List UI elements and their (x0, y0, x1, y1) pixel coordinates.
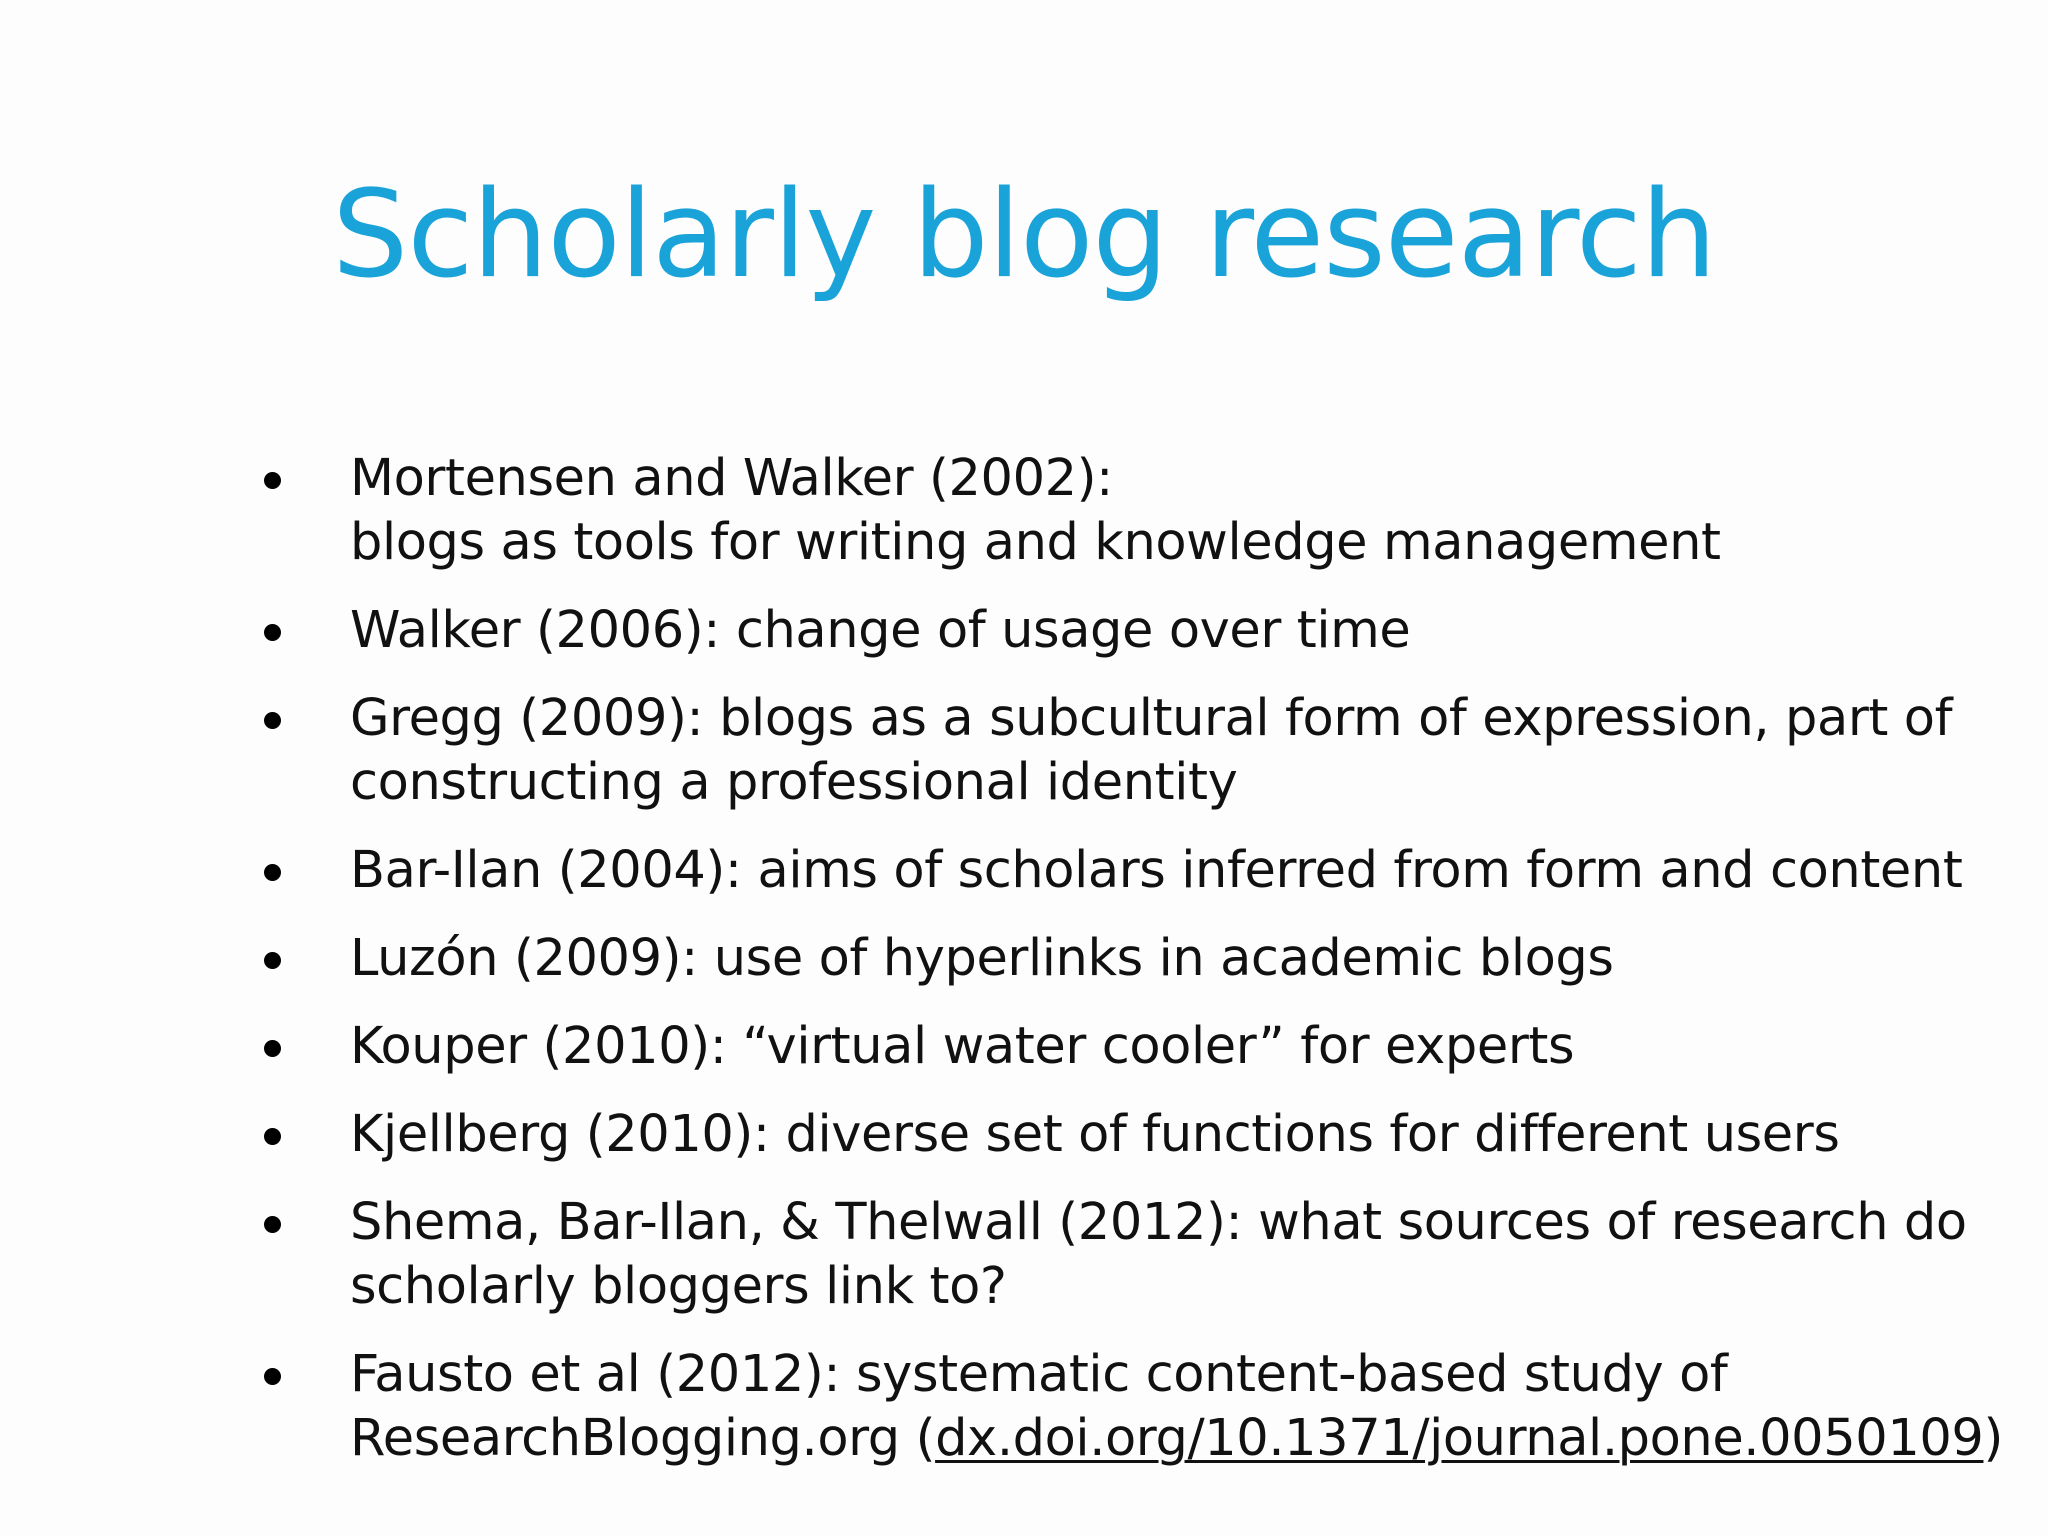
bullet-text-line: Mortensen and Walker (2002): (350, 449, 1113, 508)
bullet-icon (264, 952, 281, 969)
doi-suffix-text: ) (1983, 1409, 2003, 1468)
slide-title: Scholarly blog research (332, 166, 1716, 305)
bullet-item-kjellberg (258, 1103, 1840, 1167)
bullet-text-line: blogs as tools for writing and knowledge management (350, 513, 1721, 572)
doi-prefix-text: ResearchBlogging.org ( (350, 1409, 936, 1468)
bullet-text-line: constructing a professional identity (350, 753, 1238, 812)
bullet-text-line: Shema, Bar-Ilan, & Thelwall (2012): what sources of research do (350, 1193, 1967, 1252)
bullet-text-line-with-link (350, 1407, 2003, 1471)
bullet-text-line: Luzón (2009): use of hyperlinks in academic blogs (350, 929, 1614, 988)
bullet-item-kouper (258, 1015, 1818, 1079)
bullet-icon (264, 864, 281, 881)
bullet-icon (264, 1368, 281, 1385)
doi-link[interactable]: dx.doi.org/10.1371/journal.pone.0050109 (935, 1409, 1984, 1468)
bullet-item-gregg (258, 687, 1953, 815)
bullet-text-line: Kjellberg (2010): diverse set of functions for different users (350, 1105, 1840, 1164)
bullet-item-mortensen-walker (258, 447, 1818, 575)
bullet-icon (264, 1216, 281, 1233)
bullet-text-line: Kouper (2010): “virtual water cooler” for experts (350, 1017, 1575, 1076)
bullet-icon (264, 472, 281, 489)
bullet-text-line: Walker (2006): change of usage over time (350, 601, 1411, 660)
bullet-icon (264, 1040, 281, 1057)
bullet-text-line: Fausto et al (2012): systematic content-based study of (350, 1345, 1728, 1404)
bullet-item-fausto (258, 1343, 2003, 1471)
bullet-list (258, 447, 2003, 1495)
bullet-icon (264, 624, 281, 641)
bullet-item-walker (258, 599, 1818, 663)
bullet-icon (264, 712, 281, 729)
bullet-text-line: Bar-Ilan (2004): aims of scholars inferred from form and content (350, 841, 1963, 900)
bullet-text-line: Gregg (2009): blogs as a subcultural form of expression, part of (350, 689, 1953, 748)
bullet-item-bar-ilan (258, 839, 1963, 903)
bullet-item-shema (258, 1191, 1967, 1319)
bullet-item-luzon (258, 927, 1818, 991)
bullet-icon (264, 1128, 281, 1145)
bullet-text-line: scholarly bloggers link to? (350, 1257, 1007, 1316)
